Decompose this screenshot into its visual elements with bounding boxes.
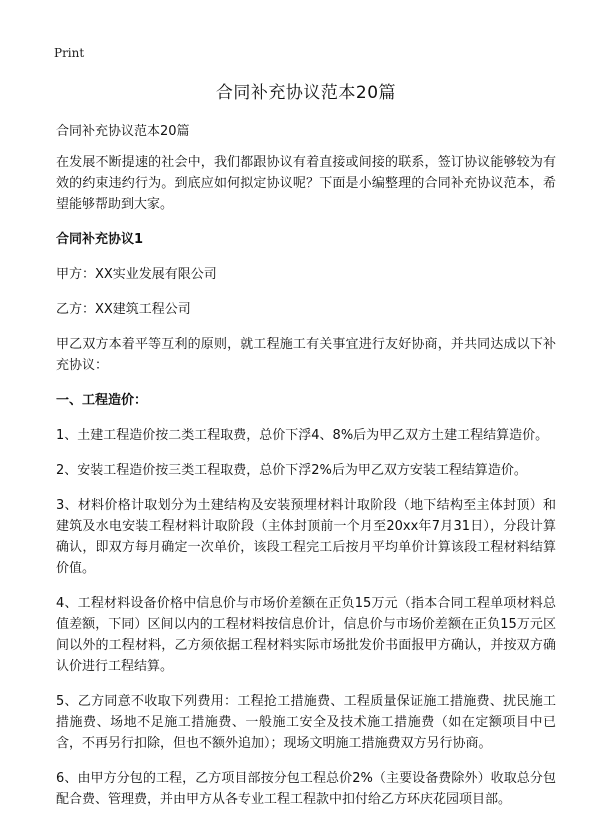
clause-item: 1、土建工程造价按二类工程取费，总价下浮4、8%后为甲乙双方土建工程结算造价。 [56,428,549,443]
document-subtitle: 合同补充协议范本20篇 [56,124,190,139]
party-a-line: 甲方：XX实业发展有限公司 [56,267,217,282]
intro-paragraph: 在发展不断提速的社会中，我们都跟协议有着直接或间接的联系，签订协议能够较为有效的约束违约行为。到底应如何拟定协议呢？下面是小编整理的合同补充协议范本，希望能够帮助到大家。 [56,155,556,212]
print-link[interactable]: Print [54,46,85,60]
section-heading: 合同补充协议1 [56,232,144,247]
clause-heading: 一、工程造价： [56,393,148,408]
clause-item: 3、材料价格计取划分为土建结构及安装预埋材料计取阶段（地下结构至主体封顶）和建筑及水电安装工程材料计取阶段（主体封顶前一个月至20xx年7月31日），分段计算确认，即双方每月确定一次单价，该段工程完工后按月平均单价计算该段工程材料结算价值。 [56,498,556,576]
clause-item: 2、安装工程造价按三类工程取费，总价下浮2%后为甲乙双方安装工程结算造价。 [56,463,527,478]
preamble-paragraph: 甲乙双方本着平等互利的原则，就工程施工有关事宜进行友好协商，并共同达成以下补充协议： [56,337,556,373]
document-page [56,78,556,824]
document-title: 合同补充协议范本20篇 [215,83,397,103]
clause-item: 5、乙方同意不收取下列费用：工程抢工措施费、工程质量保证施工措施费、扰民施工措施费、场地不足施工措施费、一般施工安全及技术施工措施费（如在定额项目中已含，不再另行扣除，但也不额外追加）；现场文明施工措施费双方另行协商。 [56,694,556,751]
clause-item: 4、工程材料设备价格中信息价与市场价差额在正负15万元（指本合同工程单项材料总值差额，下同）区间以内的工程材料按信息价计，信息价与市场价差额在正负15万元区间以外的工程材料，乙方须依据工程材料实际市场批发价书面报甲方确认，并按双方确认价进行工程结算。 [56,596,556,674]
party-b-line: 乙方：XX建筑工程公司 [56,302,191,317]
clause-item: 6、由甲方分包的工程，乙方项目部按分包工程总价2%（主要设备费除外）收取总分包配合费、管理费，并由甲方从各专业工程工程款中扣付给乙方环庆花园项目部。 [56,771,556,807]
